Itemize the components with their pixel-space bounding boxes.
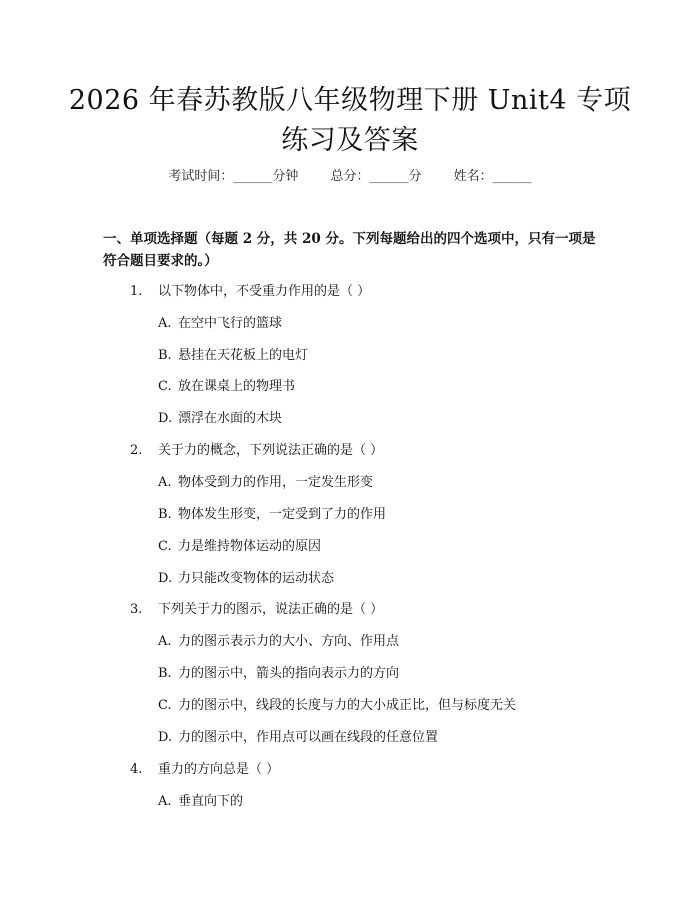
question-1-option-a bbox=[158, 314, 618, 334]
option-label: A. bbox=[158, 634, 172, 649]
question-2-option-d bbox=[158, 569, 618, 589]
question-text: 下列关于力的图示，说法正确的是（ ） bbox=[158, 602, 384, 617]
total-score-field: 总分：______分 bbox=[330, 169, 422, 184]
question-3 bbox=[130, 600, 650, 620]
option-label: A. bbox=[158, 475, 172, 490]
option-text: 物体受到力的作用，一定发生形变 bbox=[178, 475, 374, 490]
option-label: A. bbox=[158, 794, 172, 809]
question-number: 1. bbox=[130, 284, 143, 299]
question-1 bbox=[130, 282, 650, 302]
question-2 bbox=[130, 441, 650, 461]
document-title-line-1: 2026 年春苏教版八年级物理下册 Unit4 专项 bbox=[68, 85, 632, 116]
option-text: 垂直向下的 bbox=[178, 794, 244, 809]
option-text: 力的图示中，箭头的指向表示力的方向 bbox=[178, 666, 400, 681]
option-text: 力的图示中，作用点可以画在线段的任意位置 bbox=[178, 730, 439, 745]
question-2-option-c bbox=[158, 537, 618, 557]
question-4-option-a bbox=[158, 792, 618, 812]
option-text: 力的图示表示力的大小、方向、作用点 bbox=[178, 634, 400, 649]
option-text: 力是维持物体运动的原因 bbox=[178, 539, 322, 554]
question-2-option-b bbox=[158, 505, 618, 525]
option-label: B. bbox=[158, 507, 172, 522]
question-3-option-a bbox=[158, 632, 618, 652]
option-label: D. bbox=[158, 571, 173, 586]
option-text: 漂浮在水面的木块 bbox=[178, 411, 283, 426]
document-title-line-2: 练习及答案 bbox=[281, 125, 419, 156]
exam-time-field: 考试时间：______分钟 bbox=[168, 169, 299, 184]
option-label: C. bbox=[158, 539, 172, 554]
section-heading-line-1: 一、单项选择题（每题 2 分，共 20 分。下列每题给出的四个选项中，只有一项是 bbox=[103, 231, 596, 247]
option-label: C. bbox=[158, 379, 172, 394]
question-number: 2. bbox=[130, 443, 143, 458]
option-label: B. bbox=[158, 666, 172, 681]
question-number: 4. bbox=[130, 762, 143, 777]
question-1-option-c bbox=[158, 377, 618, 397]
option-text: 物体发生形变，一定受到了力的作用 bbox=[178, 507, 387, 522]
option-text: 力只能改变物体的运动状态 bbox=[178, 571, 335, 586]
student-name-field: 姓名：______ bbox=[453, 169, 532, 184]
option-label: D. bbox=[158, 730, 173, 745]
question-2-option-a bbox=[158, 473, 618, 493]
question-1-option-d bbox=[158, 409, 618, 429]
option-text: 悬挂在天花板上的电灯 bbox=[178, 348, 309, 363]
exam-meta-row bbox=[0, 167, 700, 187]
section-heading-line-2: 符合题目要求的。） bbox=[103, 253, 218, 269]
option-text: 力的图示中，线段的长度与力的大小成正比，但与标度无关 bbox=[178, 698, 517, 713]
option-label: D. bbox=[158, 411, 173, 426]
option-label: A. bbox=[158, 316, 172, 331]
question-text: 以下物体中，不受重力作用的是（ ） bbox=[158, 284, 371, 299]
question-3-option-c bbox=[158, 696, 618, 716]
question-3-option-d bbox=[158, 728, 618, 748]
question-3-option-b bbox=[158, 664, 618, 684]
question-1-option-b bbox=[158, 346, 618, 366]
option-text: 放在课桌上的物理书 bbox=[178, 379, 296, 394]
option-label: B. bbox=[158, 348, 172, 363]
option-label: C. bbox=[158, 698, 172, 713]
option-text: 在空中飞行的篮球 bbox=[178, 316, 283, 331]
question-text: 重力的方向总是（ ） bbox=[158, 762, 280, 777]
question-text: 关于力的概念，下列说法正确的是（ ） bbox=[158, 443, 384, 458]
question-number: 3. bbox=[130, 602, 143, 617]
section-heading bbox=[103, 228, 603, 272]
question-4 bbox=[130, 760, 650, 780]
